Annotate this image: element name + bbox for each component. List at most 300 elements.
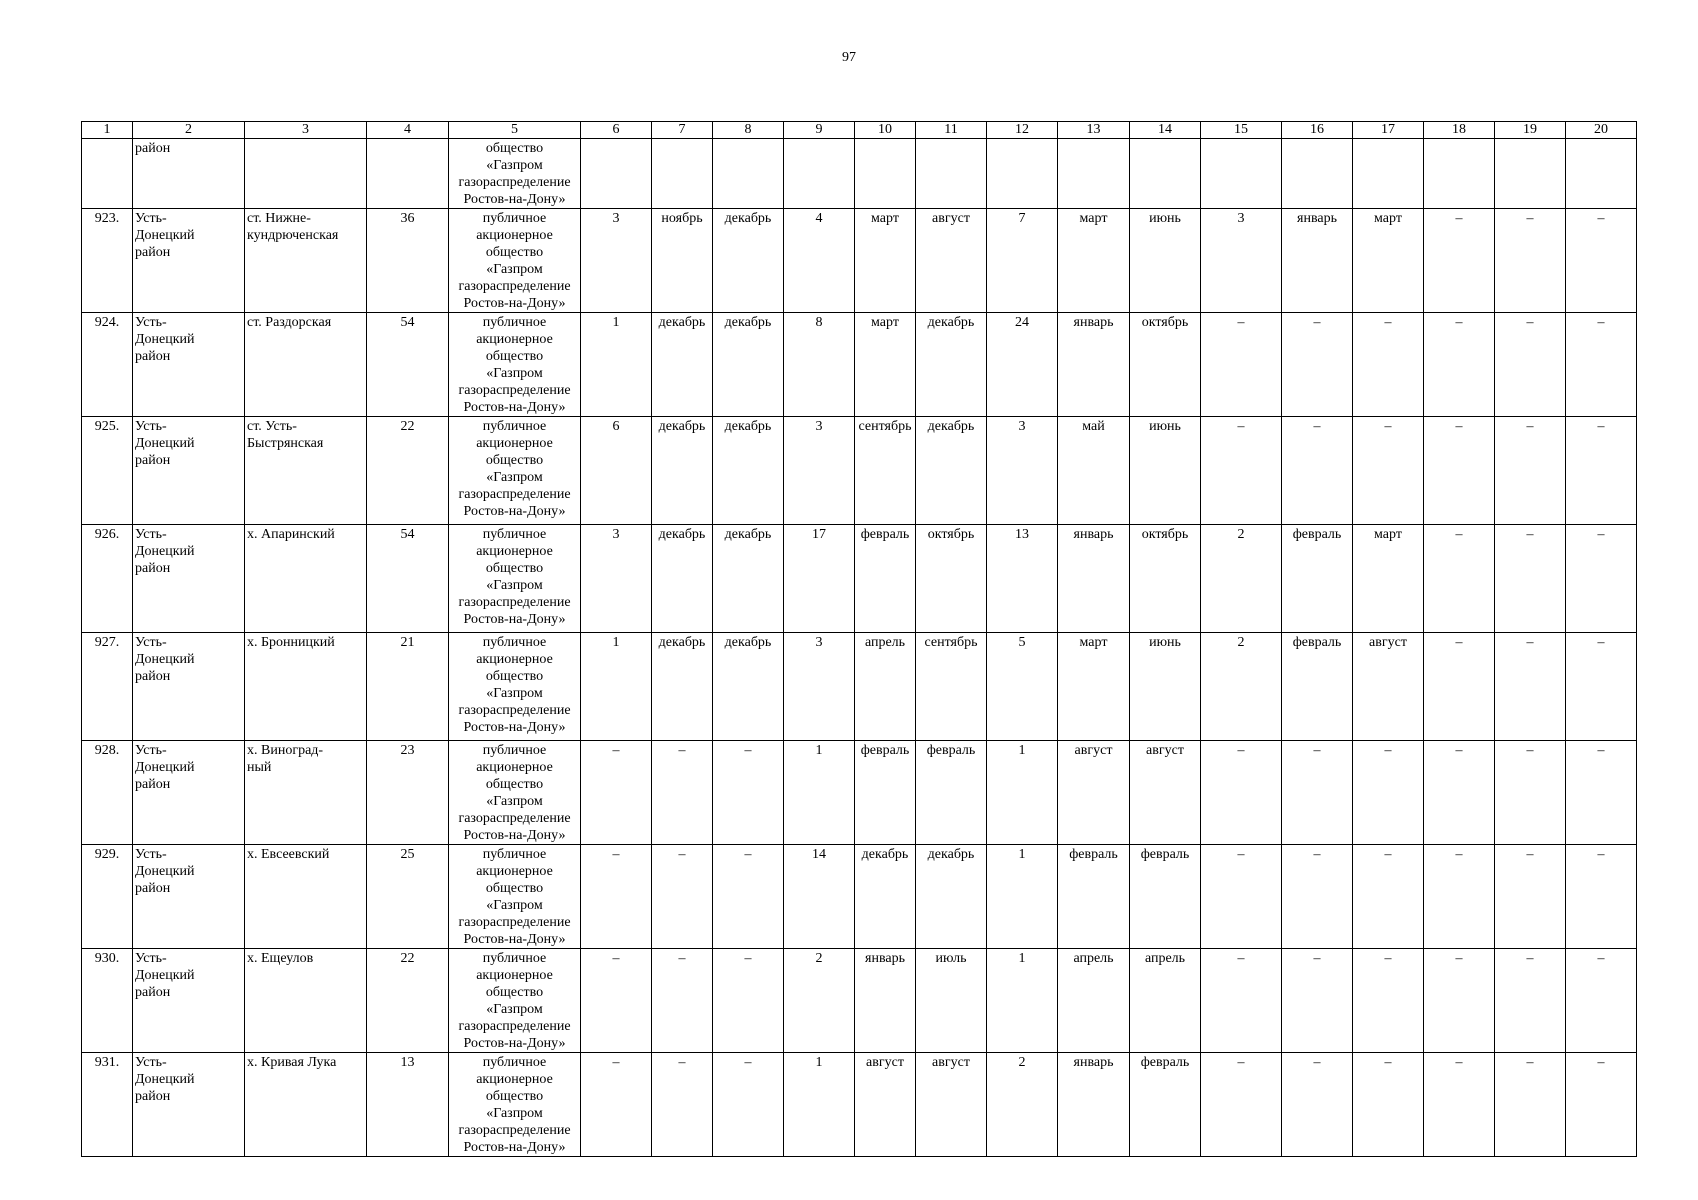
cell-c12-text: 1: [1018, 743, 1026, 758]
cell-organization-text: публичное акционерное общество «Газпром газораспределение Ростов-на-Дону»: [458, 635, 571, 735]
cell-c9: [784, 417, 855, 525]
cell-c7: [652, 949, 713, 1053]
cell-count: [367, 313, 449, 417]
column-number-18: 18: [1424, 122, 1495, 139]
cell-c14: [1130, 313, 1201, 417]
cell-c17: [1353, 209, 1424, 313]
cell-settlement: [245, 741, 367, 845]
cell-organization-text: публичное акционерное общество «Газпром газораспределение Ростов-на-Дону»: [458, 211, 571, 311]
cell-number: [82, 1053, 133, 1157]
cell-c18: [1424, 139, 1495, 209]
cell-c11: [916, 949, 987, 1053]
cell-settlement-text: ст. Усть- Быстрянская: [247, 419, 324, 451]
cell-number-text: 924.: [94, 315, 120, 330]
cell-district-text: Усть- Донецкий район: [135, 211, 195, 260]
cell-c6: [581, 139, 652, 209]
cell-c9-text: 3: [815, 635, 823, 650]
cell-c17: [1353, 525, 1424, 633]
column-number-13: 13: [1058, 122, 1130, 139]
cell-c9-text: 1: [815, 743, 823, 758]
cell-district-text: Усть- Донецкий район: [135, 635, 195, 684]
cell-c14: [1130, 741, 1201, 845]
cell-c10: [855, 1053, 916, 1157]
cell-c11: [916, 741, 987, 845]
cell-district-text: Усть- Донецкий район: [135, 1055, 195, 1104]
cell-c19: [1495, 313, 1566, 417]
cell-c7-text: –: [678, 951, 686, 966]
cell-c9: [784, 313, 855, 417]
cell-c8-text: декабрь: [724, 527, 772, 542]
cell-c12: [987, 633, 1058, 741]
cell-c10: [855, 139, 916, 209]
cell-c15: [1201, 209, 1282, 313]
cell-c12: [987, 525, 1058, 633]
cell-c15: [1201, 845, 1282, 949]
cell-c15-text: –: [1237, 419, 1245, 434]
column-number-11: 11: [916, 122, 987, 139]
cell-organization-text: публичное акционерное общество «Газпром газораспределение Ростов-на-Дону»: [458, 315, 571, 415]
cell-settlement: [245, 417, 367, 525]
cell-c11-text: август: [932, 1055, 970, 1070]
column-number-7: 7: [652, 122, 713, 139]
cell-settlement-text: х. Евсеевский: [247, 847, 330, 862]
cell-c17: [1353, 313, 1424, 417]
cell-c8: [713, 1053, 784, 1157]
cell-c16: [1282, 949, 1353, 1053]
cell-c10-text: декабрь: [861, 847, 909, 862]
cell-c8: [713, 633, 784, 741]
cell-number-text: 925.: [94, 419, 120, 434]
cell-c8: [713, 845, 784, 949]
cell-c11-text: декабрь: [927, 847, 975, 862]
cell-c20-text: –: [1597, 951, 1605, 966]
cell-c19-text: –: [1526, 847, 1534, 862]
table-row-continuation: [82, 139, 1637, 209]
cell-settlement: [245, 139, 367, 209]
cell-c18: [1424, 313, 1495, 417]
cell-c16-text: –: [1313, 743, 1321, 758]
cell-organization-text: публичное акционерное общество «Газпром газораспределение Ростов-на-Дону»: [458, 419, 571, 519]
cell-c8-text: декабрь: [724, 315, 772, 330]
cell-c10-text: март: [871, 315, 899, 330]
cell-count: [367, 741, 449, 845]
cell-c18: [1424, 417, 1495, 525]
cell-c19-text: –: [1526, 527, 1534, 542]
cell-c7-text: –: [678, 1055, 686, 1070]
cell-c15: [1201, 949, 1282, 1053]
cell-c19: [1495, 845, 1566, 949]
cell-c7-text: декабрь: [658, 527, 706, 542]
cell-settlement: [245, 845, 367, 949]
cell-c14-text: август: [1146, 743, 1184, 758]
page-number: 97: [842, 50, 856, 65]
cell-district: [133, 417, 245, 525]
cell-c9: [784, 949, 855, 1053]
cell-district: [133, 313, 245, 417]
cell-c9-text: 14: [812, 847, 826, 862]
cell-c12: [987, 1053, 1058, 1157]
cell-c11-text: август: [932, 211, 970, 226]
cell-c16: [1282, 741, 1353, 845]
cell-c12-text: 24: [1015, 315, 1029, 330]
table-row: [82, 209, 1637, 313]
column-number-5: 5: [449, 122, 581, 139]
cell-c18-text: –: [1455, 1055, 1463, 1070]
cell-c18: [1424, 525, 1495, 633]
cell-count-text: 21: [400, 635, 415, 650]
cell-c7: [652, 845, 713, 949]
cell-c13: [1058, 313, 1130, 417]
cell-c12: [987, 209, 1058, 313]
cell-c20: [1566, 209, 1637, 313]
cell-c20: [1566, 741, 1637, 845]
cell-c10: [855, 741, 916, 845]
cell-c12-text: 2: [1018, 1055, 1026, 1070]
cell-c18-text: –: [1455, 635, 1463, 650]
cell-number-text: 931.: [94, 1055, 120, 1070]
cell-c10: [855, 313, 916, 417]
cell-c17-text: –: [1384, 315, 1392, 330]
cell-organization: [449, 741, 581, 845]
cell-c16: [1282, 417, 1353, 525]
column-number-19: 19: [1495, 122, 1566, 139]
cell-c9: [784, 845, 855, 949]
cell-c7: [652, 1053, 713, 1157]
cell-c16-text: –: [1313, 419, 1321, 434]
column-number-4: 4: [367, 122, 449, 139]
cell-c14-text: февраль: [1140, 847, 1190, 862]
cell-c20: [1566, 1053, 1637, 1157]
cell-c14: [1130, 525, 1201, 633]
cell-district: [133, 741, 245, 845]
cell-c12-text: 3: [1018, 419, 1026, 434]
cell-c17: [1353, 845, 1424, 949]
cell-c8-text: –: [744, 743, 752, 758]
cell-c9: [784, 139, 855, 209]
cell-c10-text: апрель: [864, 635, 906, 650]
cell-c14-text: июнь: [1149, 635, 1181, 650]
cell-c19: [1495, 139, 1566, 209]
cell-c19-text: –: [1526, 419, 1534, 434]
cell-c6: [581, 1053, 652, 1157]
cell-settlement-text: х. Ещеулов: [247, 951, 314, 966]
cell-district-text: Усть- Донецкий район: [135, 743, 195, 792]
cell-c17-text: август: [1369, 635, 1407, 650]
cell-district: [133, 525, 245, 633]
cell-c12-text: 1: [1018, 847, 1026, 862]
cell-settlement-text: х. Кривая Лука: [247, 1055, 337, 1070]
cell-c20: [1566, 845, 1637, 949]
table-row: [82, 633, 1637, 741]
cell-c13-text: январь: [1073, 1055, 1114, 1070]
cell-c18-text: –: [1455, 419, 1463, 434]
column-number-14: 14: [1130, 122, 1201, 139]
cell-c6-text: –: [612, 743, 620, 758]
cell-c9-text: 8: [815, 315, 823, 330]
cell-c11: [916, 633, 987, 741]
cell-c7-text: декабрь: [658, 315, 706, 330]
cell-c10-text: март: [871, 211, 899, 226]
cell-number: [82, 633, 133, 741]
cell-c15-text: –: [1237, 847, 1245, 862]
cell-count: [367, 949, 449, 1053]
cell-c16-text: –: [1313, 951, 1321, 966]
cell-c11: [916, 209, 987, 313]
cell-district: [133, 845, 245, 949]
cell-c10-text: сентябрь: [858, 419, 912, 434]
cell-c6-text: –: [612, 1055, 620, 1070]
cell-c16: [1282, 633, 1353, 741]
cell-c16: [1282, 139, 1353, 209]
cell-c6: [581, 633, 652, 741]
column-number-row: [82, 122, 1637, 139]
cell-c12-text: 5: [1018, 635, 1026, 650]
cell-c9-text: 1: [815, 1055, 823, 1070]
cell-c13-text: март: [1079, 211, 1108, 226]
cell-organization: [449, 417, 581, 525]
cell-c13: [1058, 1053, 1130, 1157]
cell-c9-text: 3: [815, 419, 823, 434]
cell-c8-text: декабрь: [724, 635, 772, 650]
cell-c14: [1130, 1053, 1201, 1157]
cell-c15-text: –: [1237, 1055, 1245, 1070]
district-text: район: [135, 141, 171, 156]
cell-c8: [713, 209, 784, 313]
cell-c17-text: –: [1384, 1055, 1392, 1070]
cell-number: [82, 949, 133, 1053]
column-number-16: 16: [1282, 122, 1353, 139]
cell-c14: [1130, 949, 1201, 1053]
cell-c9: [784, 525, 855, 633]
cell-c16: [1282, 209, 1353, 313]
cell-district-text: Усть- Донецкий район: [135, 847, 195, 896]
cell-c18: [1424, 845, 1495, 949]
cell-c8-text: –: [744, 847, 752, 862]
column-number-17: 17: [1353, 122, 1424, 139]
cell-c6-text: 1: [612, 315, 620, 330]
cell-c20: [1566, 139, 1637, 209]
cell-c9: [784, 741, 855, 845]
cell-c11-text: декабрь: [927, 419, 975, 434]
cell-district-text: Усть- Донецкий район: [135, 315, 195, 364]
cell-count: [367, 209, 449, 313]
cell-c14-text: октябрь: [1141, 527, 1189, 542]
cell-c9: [784, 209, 855, 313]
cell-c19: [1495, 741, 1566, 845]
cell-c9: [784, 633, 855, 741]
cell-organization: [449, 949, 581, 1053]
cell-c7-text: ноябрь: [661, 211, 703, 226]
cell-c12: [987, 741, 1058, 845]
cell-c15: [1201, 313, 1282, 417]
cell-c12: [987, 845, 1058, 949]
table-row: [82, 417, 1637, 525]
cell-c16: [1282, 525, 1353, 633]
cell-c20-text: –: [1597, 315, 1605, 330]
cell-c20: [1566, 633, 1637, 741]
cell-c11-text: июль: [935, 951, 967, 966]
cell-c19: [1495, 417, 1566, 525]
cell-c12: [987, 949, 1058, 1053]
cell-c11: [916, 417, 987, 525]
table-row: [82, 313, 1637, 417]
cell-c18: [1424, 949, 1495, 1053]
cell-c17-text: –: [1384, 743, 1392, 758]
cell-district: [133, 209, 245, 313]
cell-c20-text: –: [1597, 527, 1605, 542]
cell-settlement: [245, 525, 367, 633]
cell-c13: [1058, 417, 1130, 525]
cell-c13-text: январь: [1073, 315, 1114, 330]
cell-c18-text: –: [1455, 315, 1463, 330]
cell-c14: [1130, 845, 1201, 949]
cell-c10-text: август: [866, 1055, 904, 1070]
cell-c19: [1495, 633, 1566, 741]
cell-c18-text: –: [1455, 211, 1463, 226]
cell-c18-text: –: [1455, 847, 1463, 862]
cell-c9-text: 2: [815, 951, 823, 966]
cell-number: [82, 845, 133, 949]
cell-c20-text: –: [1597, 743, 1605, 758]
cell-c7: [652, 525, 713, 633]
cell-number: [82, 313, 133, 417]
column-number-12: 12: [987, 122, 1058, 139]
cell-c18-text: –: [1455, 951, 1463, 966]
cell-c19-text: –: [1526, 1055, 1534, 1070]
cell-c7: [652, 139, 713, 209]
cell-c7: [652, 209, 713, 313]
cell-c8: [713, 741, 784, 845]
schedule-table: [81, 121, 1637, 1157]
cell-c17-text: март: [1374, 211, 1402, 226]
cell-c11: [916, 313, 987, 417]
cell-c15: [1201, 417, 1282, 525]
cell-c19: [1495, 209, 1566, 313]
cell-c8: [713, 417, 784, 525]
cell-c17: [1353, 633, 1424, 741]
cell-number-text: 923.: [94, 211, 120, 226]
cell-c19: [1495, 949, 1566, 1053]
cell-settlement: [245, 633, 367, 741]
cell-c13: [1058, 525, 1130, 633]
cell-district: [133, 139, 245, 209]
cell-number-text: 929.: [94, 847, 120, 862]
cell-c17-text: –: [1384, 419, 1392, 434]
cell-number: [82, 417, 133, 525]
cell-organization: [449, 209, 581, 313]
table-row: [82, 741, 1637, 845]
cell-c11: [916, 845, 987, 949]
cell-c13: [1058, 209, 1130, 313]
cell-district: [133, 949, 245, 1053]
cell-number-text: 927.: [94, 635, 120, 650]
table-row: [82, 949, 1637, 1053]
cell-c16: [1282, 313, 1353, 417]
cell-c9: [784, 1053, 855, 1157]
cell-c19: [1495, 1053, 1566, 1157]
cell-number: [82, 525, 133, 633]
cell-settlement-text: ст. Нижне- кундрюченская: [247, 211, 339, 243]
cell-c10: [855, 525, 916, 633]
cell-count-text: 23: [400, 743, 415, 758]
cell-c20: [1566, 313, 1637, 417]
cell-c13-text: май: [1082, 419, 1105, 434]
cell-c11-text: сентябрь: [924, 635, 978, 650]
cell-c6-text: 6: [612, 419, 620, 434]
cell-c19-text: –: [1526, 211, 1534, 226]
cell-c8-text: –: [744, 951, 752, 966]
cell-c17: [1353, 1053, 1424, 1157]
cell-count-text: 22: [400, 419, 415, 434]
cell-c13-text: август: [1074, 743, 1113, 758]
cell-c19: [1495, 525, 1566, 633]
cell-c10-text: февраль: [860, 743, 910, 758]
cell-c20-text: –: [1597, 419, 1605, 434]
cell-settlement-text: х. Бронницкий: [247, 635, 335, 650]
cell-c15: [1201, 525, 1282, 633]
cell-c20-text: –: [1597, 1055, 1605, 1070]
cell-c14: [1130, 139, 1201, 209]
cell-c7: [652, 633, 713, 741]
cell-c7-text: декабрь: [658, 419, 706, 434]
cell-organization-text: публичное акционерное общество «Газпром газораспределение Ростов-на-Дону»: [458, 527, 571, 627]
column-number-3: 3: [245, 122, 367, 139]
cell-district-text: Усть- Донецкий район: [135, 527, 195, 576]
cell-c20: [1566, 417, 1637, 525]
table-row: [82, 1053, 1637, 1157]
cell-c16-text: –: [1313, 847, 1321, 862]
cell-c15: [1201, 139, 1282, 209]
cell-c8-text: –: [744, 1055, 752, 1070]
cell-c19-text: –: [1526, 951, 1534, 966]
cell-c6: [581, 525, 652, 633]
cell-c6: [581, 741, 652, 845]
cell-c12: [987, 313, 1058, 417]
cell-c8-text: декабрь: [724, 419, 772, 434]
cell-c19-text: –: [1526, 635, 1534, 650]
cell-count: [367, 633, 449, 741]
cell-c15: [1201, 633, 1282, 741]
cell-c10: [855, 949, 916, 1053]
cell-organization-text: публичное акционерное общество «Газпром газораспределение Ростов-на-Дону»: [458, 951, 571, 1051]
cell-c16: [1282, 845, 1353, 949]
cell-c10: [855, 209, 916, 313]
cell-c6-text: –: [612, 847, 620, 862]
cell-c9-text: 4: [815, 211, 823, 226]
cell-c20: [1566, 949, 1637, 1053]
cell-organization: [449, 139, 581, 209]
cell-organization: [449, 633, 581, 741]
cell-count-text: 36: [400, 211, 415, 226]
cell-c18: [1424, 209, 1495, 313]
cell-c17-text: –: [1384, 847, 1392, 862]
cell-district: [133, 633, 245, 741]
cell-c6-text: 3: [612, 211, 620, 226]
cell-c13: [1058, 949, 1130, 1053]
cell-c17: [1353, 417, 1424, 525]
cell-organization: [449, 313, 581, 417]
organization-text: общество «Газпром газораспределение Ростов-на-Дону»: [458, 141, 571, 207]
cell-c8: [713, 139, 784, 209]
cell-c14-text: февраль: [1140, 1055, 1190, 1070]
cell-c11-text: декабрь: [927, 315, 975, 330]
cell-c15-text: 2: [1237, 635, 1245, 650]
cell-c10-text: январь: [865, 951, 905, 966]
cell-c19-text: –: [1526, 315, 1534, 330]
cell-c17-text: –: [1384, 951, 1392, 966]
cell-organization: [449, 1053, 581, 1157]
cell-c13-text: март: [1079, 635, 1108, 650]
